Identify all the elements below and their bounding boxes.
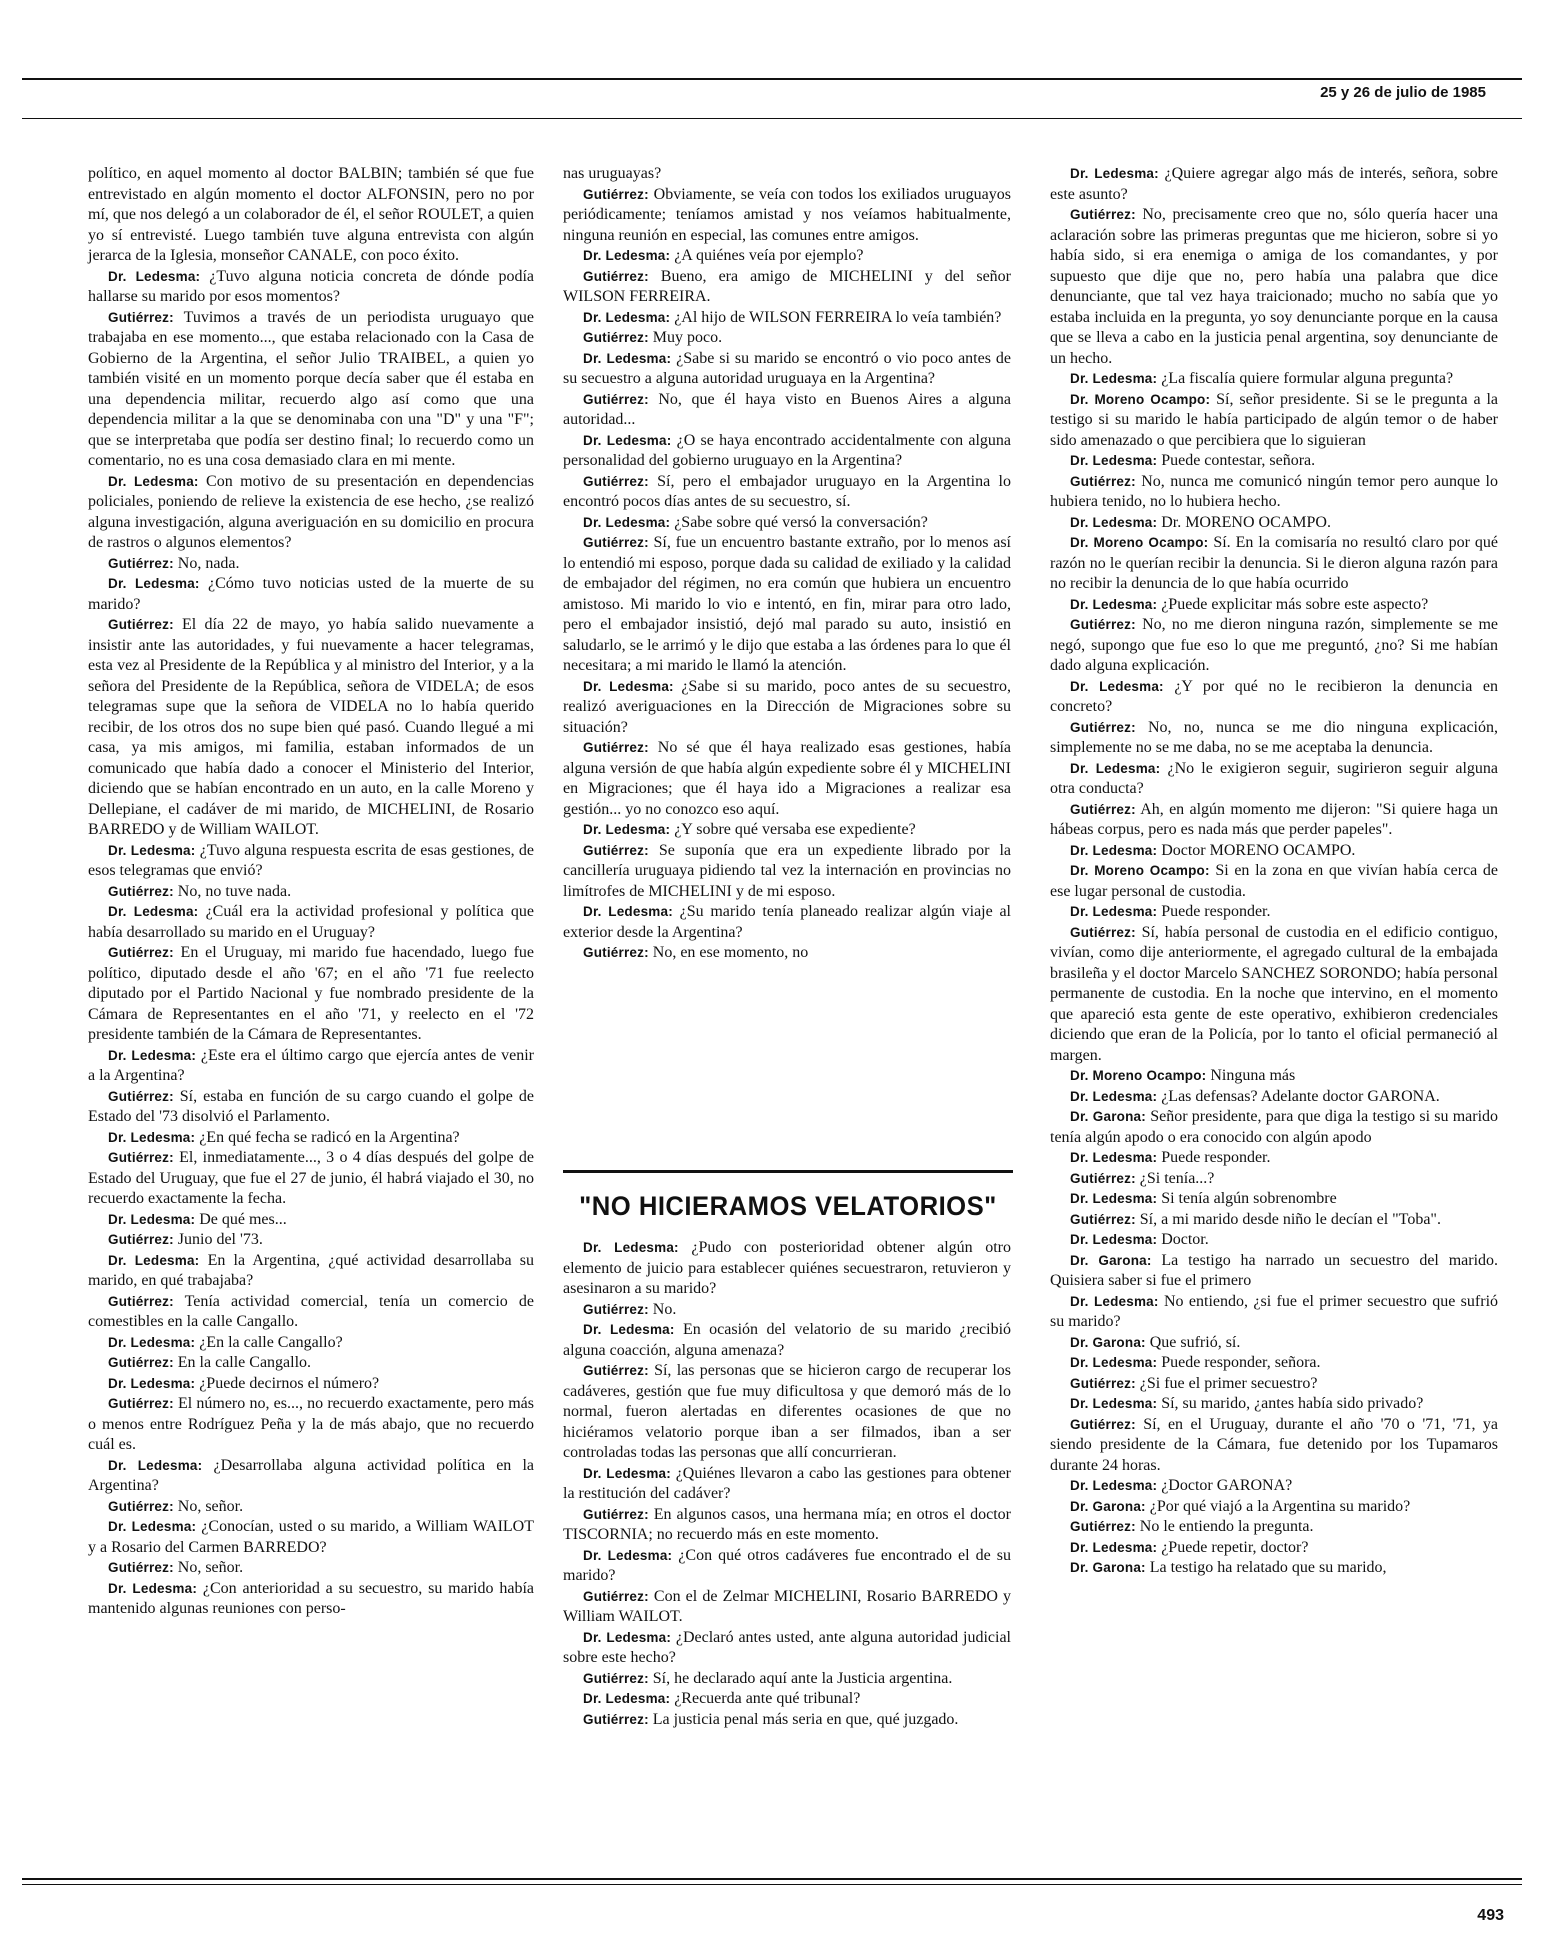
speaker-label: Gutiérrez:	[1070, 719, 1136, 735]
transcript-paragraph	[563, 164, 1011, 185]
transcript-paragraph	[1050, 759, 1498, 800]
speaker-label: Dr. Ledesma:	[1070, 1355, 1158, 1370]
transcript-paragraph	[88, 1456, 534, 1497]
speech-text: ¿No le exigieron seguir, sugirieron seguir alguna otra conducta?	[1050, 759, 1498, 797]
speaker-label: Gutiérrez:	[583, 1363, 649, 1378]
speaker-label: Dr. Ledesma:	[1070, 596, 1158, 612]
speaker-label: Dr. Ledesma:	[583, 514, 671, 530]
speaker-label: Dr. Garona:	[1070, 1109, 1146, 1124]
speech-text: ¿Y sobre qué versaba ese expediente?	[674, 821, 916, 838]
speaker-label: Dr. Ledesma:	[1070, 678, 1164, 694]
speaker-label: Dr. Ledesma:	[1070, 1539, 1158, 1555]
speech-text: No sé que él haya realizado esas gestiones, había alguna versión de que había algún expediente sobre él y MICHELINI en Migraciones; que él haya ido a Migraciones a realizar esa gestión... yo no conozco eso aquí.	[563, 739, 1012, 818]
speech-text: Con el de Zelmar MICHELINI, Rosario BARREDO y William WAILOT.	[563, 1587, 1012, 1625]
speech-text: ¿Desarrollaba alguna actividad política en la Argentina?	[88, 1456, 535, 1494]
speaker-label: Gutiérrez:	[583, 842, 649, 858]
speech-text: Muy poco.	[652, 329, 723, 346]
speaker-label: Dr. Ledesma:	[1070, 371, 1158, 386]
speech-text: ¿Sabe si su marido se encontró o vio poco antes de su secuestro a alguna autoridad uruguaya en la Argentina?	[563, 349, 1012, 387]
speaker-label: Gutiérrez:	[108, 1232, 174, 1247]
speech-text: ¿Al hijo de WILSON FERREIRA lo veía también?	[674, 308, 1002, 326]
speech-text: nas uruguayas?	[563, 165, 662, 182]
speech-text: Si tenía algún sobrenombre	[1161, 1190, 1337, 1207]
transcript-paragraph	[88, 574, 534, 615]
transcript-paragraph	[1050, 1251, 1498, 1292]
transcript-paragraph	[1050, 1538, 1498, 1559]
speech-text: No, no, nunca se me dio ninguna explicación, simplemente no se me daba, no se me aceptaba la denuncia.	[1050, 718, 1498, 756]
speaker-label: Gutiérrez:	[583, 186, 649, 202]
column-2	[563, 164, 1011, 964]
speaker-label: Gutiérrez:	[108, 1293, 174, 1309]
speaker-label: Gutiérrez:	[583, 945, 649, 960]
speech-text: Sí, estaba en función de su cargo cuando el golpe de Estado del '73 disolvió el Parlamento.	[88, 1087, 535, 1125]
transcript-paragraph	[1050, 451, 1498, 472]
speaker-label: Dr. Ledesma:	[583, 678, 674, 694]
transcript-paragraph	[563, 390, 1011, 431]
speaker-label: Dr. Ledesma:	[583, 1691, 671, 1706]
speaker-label: Gutiérrez:	[108, 1498, 174, 1514]
transcript-paragraph	[563, 1320, 1011, 1361]
speaker-label: Dr. Ledesma:	[1070, 1150, 1158, 1165]
speaker-label: Gutiérrez:	[583, 535, 649, 550]
speech-text: político, en aquel momento al doctor BALBIN; también sé que fue entrevistado en algún momento el doctor ALFONSIN, pero no por mí, que nos delegó a un colaborador de él, el señor ROULET, a quien yo sí entrevisté. Luego también tuve alguna entrevista con algún jerarca de la Iglesia, monseñor CANALE, con poco éxito.	[88, 165, 534, 264]
transcript-paragraph	[1050, 1353, 1498, 1374]
transcript-paragraph	[1050, 1394, 1498, 1415]
speech-text: Dr. MORENO OCAMPO.	[1161, 513, 1331, 531]
transcript-paragraph	[563, 677, 1011, 739]
speaker-label: Dr. Ledesma:	[108, 1211, 196, 1227]
speaker-label: Gutiérrez:	[108, 945, 174, 960]
page-number: 493	[1477, 1907, 1504, 1924]
speaker-label: Dr. Ledesma:	[108, 1375, 196, 1391]
transcript-paragraph	[88, 1374, 534, 1395]
transcript-paragraph	[88, 1333, 534, 1354]
speaker-label: Gutiérrez:	[1070, 1375, 1136, 1391]
top-rule-thin	[22, 118, 1522, 119]
speaker-label: Dr. Ledesma:	[583, 1240, 679, 1255]
transcript-paragraph	[563, 1505, 1011, 1546]
speaker-label: Dr. Ledesma:	[583, 248, 671, 263]
transcript-paragraph	[563, 308, 1011, 329]
speech-text: La justicia penal más seria en que, qué juzgado.	[652, 1710, 959, 1728]
speech-text: Sí. En la comisaría no resultó claro por qué razón no le querían recibir la denuncia. Si le dieron alguna razón para no recibir la denuncia de lo que había ocurrido	[1050, 534, 1499, 592]
speaker-label: Dr. Moreno Ocampo:	[1070, 535, 1209, 550]
transcript-paragraph	[88, 164, 534, 267]
speaker-label: Dr. Ledesma:	[108, 473, 199, 489]
speech-text: No le entiendo la pregunta.	[1139, 1518, 1314, 1535]
speech-text: Sí, las personas que se hicieron cargo de recuperar los cadáveres, gestión que fue muy dificultosa y que demoró más de lo normal, fueron alertadas en diferentes ocasiones de que no hiciéramos velatorio porque iban a ser filmados, iban a ser controladas todas las personas que allí concurrieran.	[563, 1362, 1012, 1461]
speech-text: No, nunca me comunicó ningún temor pero aunque lo hubiera tenido, no lo hubiera hecho.	[1050, 472, 1499, 510]
speaker-label: Dr. Ledesma:	[108, 1047, 197, 1063]
speech-text: Ah, en algún momento me dijeron: "Si quiere haga un hábeas corpus, pero es nada más que perder papeles".	[1050, 800, 1498, 838]
transcript-paragraph	[88, 554, 534, 575]
speaker-label: Gutiérrez:	[1070, 1170, 1136, 1186]
transcript-paragraph	[1050, 1148, 1498, 1169]
speech-text: La testigo ha narrado un secuestro del marido. Quisiera saber si fue el primero	[1050, 1251, 1499, 1289]
speech-text: Ninguna más	[1210, 1067, 1296, 1084]
transcript-paragraph	[563, 943, 1011, 964]
speech-text: Puede responder.	[1161, 1149, 1271, 1166]
speech-text: Con motivo de su presentación en dependencias policiales, poniendo de relieve la existencia de ese hecho, ¿se realizó alguna investigación, alguna averiguación en su domicilio en procura de rastros o algunos elementos?	[88, 472, 535, 551]
transcript-paragraph	[88, 1251, 534, 1292]
speaker-label: Gutiérrez:	[583, 473, 649, 489]
speaker-label: Dr. Ledesma:	[1070, 166, 1159, 181]
speech-text: No, nada.	[177, 554, 240, 572]
speech-text: Puede responder, señora.	[1161, 1354, 1321, 1371]
speech-text: Si en la zona en que vivían había cerca de ese lugar personal de custodia.	[1050, 862, 1499, 900]
speech-text: La testigo ha relatado que su marido,	[1149, 1559, 1387, 1576]
transcript-paragraph	[88, 1128, 534, 1149]
speaker-label: Gutiérrez:	[1070, 473, 1136, 489]
transcript-paragraph	[88, 902, 534, 943]
transcript-paragraph	[88, 1517, 534, 1558]
speech-text: ¿Puede repetir, doctor?	[1161, 1538, 1309, 1556]
speech-text: ¿Puede decirnos el número?	[199, 1374, 380, 1392]
speech-text: Que sufrió, sí.	[1149, 1333, 1241, 1351]
transcript-paragraph	[88, 1497, 534, 1518]
speaker-label: Dr. Moreno Ocampo:	[1070, 1068, 1207, 1083]
speech-text: ¿Quiénes llevaron a cabo las gestiones para obtener la restitución del cadáver?	[563, 1464, 1011, 1502]
transcript-paragraph	[1050, 902, 1498, 923]
transcript-paragraph	[1050, 1107, 1498, 1148]
transcript-paragraph	[563, 513, 1011, 534]
speaker-label: Dr. Ledesma:	[1070, 1478, 1158, 1493]
transcript-paragraph	[88, 882, 534, 903]
transcript-paragraph	[88, 1558, 534, 1579]
speech-text: ¿Y por qué no le recibieron la denuncia en concreto?	[1050, 677, 1499, 715]
speech-text: ¿Puede explicitar más sobre este aspecto?	[1161, 595, 1429, 613]
transcript-paragraph	[563, 328, 1011, 349]
transcript-paragraph	[1050, 800, 1498, 841]
transcript-paragraph	[563, 1238, 1011, 1300]
speaker-label: Gutiérrez:	[108, 1560, 174, 1575]
transcript-paragraph	[1050, 1415, 1498, 1477]
speech-text: En la calle Cangallo.	[177, 1354, 312, 1371]
speaker-label: Gutiérrez:	[108, 309, 174, 325]
column-1	[88, 164, 534, 1620]
speech-text: Sí, había personal de custodia en el edificio contiguo, vivían, como dije anteriormente, el agregado cultural de la embajada brasileña y el doctor Marcelo SANCHEZ SORONDO; había personal permanente de custodia. En la noche que intervino, en el momento que apareció esta gente de este operativo, exhibieron credenciales diciendo que eran de la Policía, por lo tanto el oficial permaneció al margen.	[1050, 923, 1499, 1064]
bottom-rule-thin	[22, 1884, 1522, 1885]
speaker-label: Gutiérrez:	[1070, 207, 1136, 222]
transcript-paragraph	[1050, 718, 1498, 759]
speech-text: ¿La fiscalía quiere formular alguna pregunta?	[1161, 370, 1454, 387]
speaker-label: Dr. Ledesma:	[1070, 514, 1158, 530]
speech-text: Doctor MORENO OCAMPO.	[1161, 841, 1356, 859]
speaker-label: Dr. Ledesma:	[1070, 760, 1161, 776]
speaker-label: Gutiérrez:	[583, 268, 649, 284]
column-3	[1050, 164, 1498, 1579]
speech-text: El día 22 de mayo, yo había salido nuevamente a insistir ante las autoridades, y fui nuevamente a hacer telegramas, esta vez al Presidente de la República y al ministro del Interior, y a la señora del Presidente de la República, señora de VIDELA; de esos telegramas supe que la señora de VIDELA no lo había querido recibir, de los otros dos no supe bien qué pasó. Cuando llegué a mi casa, ya mis amigos, mi familia, estaban informados de un comunicado que había dado a conocer el Ministerio del Interior, diciendo que se habían encontrado en un auto, en la calle Moreno y Dellepiane, el cadáver de mi marido, de MICHELINI, de Rosario BARREDO y de William WAILOT.	[88, 616, 535, 838]
speech-text: ¿Si tenía...?	[1139, 1169, 1215, 1187]
speech-text: Se suponía que era un expediente librado por la cancillería uruguaya pidiendo tal vez la internación en provincias no limítrofes de MICHELINI y de mi esposo.	[563, 841, 1012, 900]
speech-text: ¿Cómo tuvo noticias usted de la muerte de su marido?	[88, 575, 534, 613]
speaker-label: Dr. Garona:	[1070, 1560, 1146, 1575]
transcript-paragraph	[88, 1292, 534, 1333]
speech-text: En ocasión del velatorio de su marido ¿recibió alguna coacción, alguna amenaza?	[563, 1321, 1012, 1359]
transcript-paragraph	[88, 472, 534, 554]
speaker-label: Dr. Ledesma:	[1070, 904, 1158, 919]
speaker-label: Gutiérrez:	[583, 740, 649, 755]
speaker-label: Dr. Ledesma:	[108, 1580, 198, 1596]
transcript-paragraph	[1050, 369, 1498, 390]
speech-text: Sí, señor presidente. Si se le pregunta a la testigo si su marido le había participado de algún temor o de haber sido amenazado o que percibiera que lo siguieran	[1050, 390, 1499, 449]
speech-text: ¿A quiénes veía por ejemplo?	[674, 247, 864, 264]
speech-text: Sí, fue un encuentro bastante extraño, por lo menos así lo entendió mi esposo, porque dada su calidad de exiliado y la calidad de embajador del régimen, no era común que hubiera un encuentro amistoso. Mi marido lo vio e intentó, en fin, mirar para otro lado, pero el embajador insistió, dejó mal parado su auto, insistió en saludarlo, se le arrimó y le dijo que estaba a las órdenes para lo que él necesitara; a mi marido le llamó la atención.	[563, 534, 1011, 674]
speech-text: ¿Declaró antes usted, ante alguna autoridad judicial sobre este hecho?	[563, 1628, 1011, 1666]
speaker-label: Gutiérrez:	[108, 617, 174, 632]
speech-text: Doctor.	[1161, 1231, 1209, 1248]
speech-text: De qué mes...	[199, 1210, 287, 1228]
speech-text: Sí, pero el embajador uruguayo en la Argentina lo encontró pocos días antes de su secuestro, sí.	[563, 472, 1012, 510]
transcript-paragraph	[1050, 1476, 1498, 1497]
speaker-label: Dr. Ledesma:	[108, 268, 201, 284]
speech-text: No, no me dieron ninguna razón, simplemente se me negó, supongo que fue eso lo que me preguntó, ¿no? Si me habían dado alguna explicación.	[1050, 616, 1499, 674]
transcript-paragraph	[1050, 205, 1498, 369]
speech-text: Bueno, era amigo de MICHELINI y del señor WILSON FERREIRA.	[563, 267, 1012, 305]
transcript-paragraph	[563, 185, 1011, 247]
speaker-label: Dr. Ledesma:	[108, 1334, 196, 1350]
speech-text: No entiendo, ¿si fue el primer secuestro que sufrió su marido?	[1050, 1292, 1499, 1330]
transcript-paragraph	[1050, 1210, 1498, 1231]
speaker-label: Gutiérrez:	[1070, 1416, 1136, 1432]
speaker-label: Dr. Ledesma:	[583, 309, 671, 325]
speaker-label: Dr. Ledesma:	[108, 1457, 203, 1473]
transcript-paragraph	[88, 267, 534, 308]
speaker-label: Dr. Ledesma:	[1070, 1293, 1159, 1309]
speech-text: ¿Conocían, usted o su marido, a William WAILOT y a Rosario del Carmen BARREDO?	[88, 1518, 535, 1556]
speech-text: ¿Si fue el primer secuestro?	[1139, 1374, 1318, 1392]
headline-rule	[563, 1170, 1013, 1173]
speech-text: Tuvimos a través de un periodista uruguayo que trabajaba en ese momento..., que estaba relacionado con la Casa de Gobierno de la Argentina, el señor Julio TRAIBEL, a quien yo también visité en un momento porque decía saber que él estaba en una dependencia militar, recuerdo algo así como que una dependencia militar a la que se denominaba con una "D" y una "F"; que se interpretaba que podía ser destino final; lo recuerdo como un comentario, no es una cosa demasiado clara en mi mente.	[88, 308, 534, 469]
speaker-label: Gutiérrez:	[583, 1670, 649, 1686]
speaker-label: Dr. Ledesma:	[108, 904, 199, 919]
speech-text: ¿Tuvo alguna noticia concreta de dónde podía hallarse su marido por esos momentos?	[88, 267, 534, 305]
speaker-label: Gutiérrez:	[583, 330, 649, 345]
speech-text: ¿Sabe si su marido, poco antes de su secuestro, realizó averiguaciones en la Dirección de Migraciones sobre su situación?	[563, 677, 1012, 736]
speech-text: El número no, es..., no recuerdo exactamente, pero más o menos entre Rodríguez Peña y la de más abajo, que no recuerdo cuál es.	[88, 1395, 535, 1453]
speech-text: ¿Por qué viajó a la Argentina su marido?	[1149, 1497, 1411, 1515]
transcript-paragraph	[1050, 615, 1498, 677]
speech-text: En la Argentina, ¿qué actividad desarrollaba su marido, en qué trabajaba?	[88, 1251, 535, 1289]
transcript-paragraph	[88, 943, 534, 1046]
section-headline-box	[563, 1170, 1013, 1222]
transcript-paragraph	[1050, 164, 1498, 205]
speech-text: ¿Pudo con posterioridad obtener algún otro elemento de juicio para establecer quiénes secuestraron, retuvieron y asesinaron a su marido?	[563, 1239, 1012, 1297]
speaker-label: Gutiérrez:	[108, 883, 174, 899]
transcript-paragraph	[1050, 1497, 1498, 1518]
speaker-label: Dr. Ledesma:	[1070, 842, 1158, 858]
speech-text: Señor presidente, para que diga la testigo si su marido tenía algún apodo o era conocido con algún apodo	[1050, 1108, 1499, 1146]
transcript-paragraph	[1050, 533, 1498, 595]
speaker-label: Dr. Ledesma:	[583, 1322, 675, 1337]
speech-text: ¿Cuál era la actividad profesional y política que había desarrollado su marido en el Uruguay?	[88, 903, 535, 941]
speech-text: No, en ese momento, no	[652, 944, 809, 961]
speech-text: ¿En qué fecha se radicó en la Argentina?	[199, 1128, 460, 1146]
speech-text: Tenía actividad comercial, tenía un comercio de comestibles en la calle Cangallo.	[88, 1292, 534, 1330]
speaker-label: Gutiérrez:	[108, 1396, 174, 1411]
speech-text: ¿Este era el último cargo que ejercía antes de venir a la Argentina?	[88, 1046, 535, 1084]
speaker-label: Dr. Ledesma:	[108, 576, 200, 591]
transcript-paragraph	[563, 533, 1011, 677]
transcript-paragraph	[1050, 1374, 1498, 1395]
speech-text: ¿Con anterioridad a su secuestro, su marido había mantenido algunas reuniones con perso-	[88, 1579, 535, 1617]
speaker-label: Dr. Moreno Ocampo:	[1070, 391, 1211, 407]
speech-text: Sí, su marido, ¿antes había sido privado?	[1161, 1395, 1424, 1412]
speaker-label: Gutiérrez:	[583, 1711, 649, 1727]
speaker-label: Dr. Garona:	[1070, 1334, 1146, 1350]
transcript-paragraph	[563, 1587, 1011, 1628]
speech-text: No, señor.	[177, 1497, 244, 1515]
transcript-paragraph	[88, 841, 534, 882]
transcript-paragraph	[1050, 595, 1498, 616]
transcript-paragraph	[1050, 472, 1498, 513]
transcript-paragraph	[1050, 513, 1498, 534]
speaker-label: Dr. Ledesma:	[108, 1252, 200, 1268]
speaker-label: Gutiérrez:	[1070, 801, 1136, 817]
speaker-label: Gutiérrez:	[108, 555, 174, 571]
speech-text: ¿Doctor GARONA?	[1161, 1477, 1293, 1494]
speech-text: No, no tuve nada.	[177, 882, 292, 900]
transcript-paragraph	[563, 1689, 1011, 1710]
transcript-paragraph	[563, 1300, 1011, 1321]
speaker-label: Dr. Garona:	[1070, 1498, 1146, 1514]
speaker-label: Gutiérrez:	[1070, 1211, 1136, 1227]
transcript-paragraph	[563, 472, 1011, 513]
speech-text: En el Uruguay, mi marido fue hacendado, luego fue político, diputado desde el año '67; en el año '71 fue reelecto diputado por el Partido Nacional y fue nombrado presidente de la Cámara de Representantes en el año '71, y reelecto en el '72 presidente también de la Cámara de Representantes.	[88, 944, 535, 1043]
speech-text: Sí, a mi marido desde niño le decían el "Toba".	[1139, 1210, 1441, 1228]
speaker-label: Dr. Ledesma:	[583, 822, 671, 837]
transcript-paragraph	[88, 1394, 534, 1456]
transcript-paragraph	[1050, 1292, 1498, 1333]
speech-text: ¿Recuerda ante qué tribunal?	[674, 1690, 861, 1707]
speech-text: ¿En la calle Cangallo?	[199, 1333, 343, 1351]
transcript-paragraph	[563, 902, 1011, 943]
transcript-paragraph	[1050, 1066, 1498, 1087]
transcript-paragraph	[563, 820, 1011, 841]
speech-text: ¿Las defensas? Adelante doctor GARONA.	[1161, 1087, 1440, 1105]
speaker-label: Dr. Ledesma:	[108, 1519, 197, 1534]
speaker-label: Dr. Ledesma:	[583, 1547, 673, 1563]
transcript-paragraph	[563, 841, 1011, 903]
transcript-paragraph	[1050, 841, 1498, 862]
transcript-paragraph	[563, 738, 1011, 820]
speech-text: Sí, en el Uruguay, durante el año '70 o '71, '71, ya siendo presidente de la Cámara, fue detenido por los Tupamaros durante 24 horas.	[1050, 1415, 1499, 1474]
speaker-label: Gutiérrez:	[1070, 617, 1136, 632]
transcript-paragraph	[1050, 1333, 1498, 1354]
speech-text: ¿Tuvo alguna respuesta escrita de esas gestiones, de esos telegramas que envió?	[88, 841, 535, 879]
speaker-label: Gutiérrez:	[583, 1301, 649, 1317]
speaker-label: Dr. Ledesma:	[108, 1129, 196, 1145]
speaker-label: Dr. Ledesma:	[1070, 1191, 1158, 1206]
speaker-label: Dr. Ledesma:	[583, 432, 672, 448]
speech-text: No, señor.	[177, 1559, 244, 1576]
speaker-label: Dr. Ledesma:	[583, 350, 672, 366]
transcript-paragraph	[88, 1230, 534, 1251]
transcript-paragraph	[88, 308, 534, 472]
transcript-paragraph	[563, 1710, 1011, 1731]
transcript-paragraph	[1050, 1517, 1498, 1538]
transcript-paragraph	[563, 431, 1011, 472]
bottom-rule	[22, 1878, 1522, 1880]
speech-text: No, precisamente creo que no, sólo quería hacer una aclaración sobre las primeras preguntas que me hicieron, sobre si yo había sido, si era enemiga o amiga de los comandantes, y por supuesto que dije que no, pero había una palabra que dice denunciante, que tal vez haya traicionado; mucho no sabía que yo estaba incluida en la pregunta, yo soy denunciante porque en la causa que se lleva a cabo en la justicia penal argentina, soy denunciante de un hecho.	[1050, 206, 1499, 367]
speech-text: ¿O se haya encontrado accidentalmente con alguna personalidad del gobierno uruguayo en la Argentina?	[563, 431, 1012, 469]
top-rule	[22, 78, 1522, 80]
speech-text: ¿Con qué otros cadáveres fue encontrado el de su marido?	[563, 1546, 1012, 1584]
section-headline: "NO HICIERAMOS VELATORIOS"	[579, 1191, 997, 1221]
transcript-paragraph	[88, 1579, 534, 1620]
transcript-paragraph	[1050, 923, 1498, 1067]
speech-text: Sí, he declarado aquí ante la Justicia argentina.	[652, 1669, 953, 1687]
speech-text: Puede contestar, señora.	[1161, 452, 1316, 469]
speaker-label: Dr. Ledesma:	[583, 1629, 672, 1645]
speech-text: En algunos casos, una hermana mía; en otros el doctor TISCORNIA; no recuerdo más en este momento.	[563, 1505, 1012, 1543]
speaker-label: Gutiérrez:	[108, 1088, 174, 1104]
speaker-label: Dr. Ledesma:	[1070, 1232, 1158, 1247]
speech-text: ¿Su marido tenía planeado realizar algún viaje al exterior desde la Argentina?	[563, 903, 1012, 941]
transcript-paragraph	[1050, 1169, 1498, 1190]
transcript-paragraph	[1050, 1087, 1498, 1108]
speaker-label: Dr. Ledesma:	[583, 1465, 671, 1481]
speaker-label: Gutiérrez:	[108, 1150, 174, 1165]
column-2-continued	[563, 1238, 1011, 1730]
transcript-paragraph	[1050, 861, 1498, 902]
speaker-label: Dr. Ledesma:	[1070, 1396, 1158, 1411]
speaker-label: Dr. Ledesma:	[1070, 453, 1158, 468]
speaker-label: Gutiérrez:	[583, 1588, 649, 1604]
speaker-label: Dr. Garona:	[1070, 1252, 1152, 1268]
transcript-paragraph	[1050, 1189, 1498, 1210]
speaker-label: Dr. Ledesma:	[1070, 1088, 1158, 1104]
speech-text: Obviamente, se veía con todos los exiliados uruguayos periódicamente; teníamos amistad y nos veíamos habitualmente, ninguna reunión en especial, las comunes entre amigos.	[563, 185, 1011, 244]
transcript-paragraph	[563, 1464, 1011, 1505]
transcript-paragraph	[88, 1087, 534, 1128]
speech-text: ¿Quiere agregar algo más de interés, señora, sobre este asunto?	[1050, 165, 1499, 203]
speaker-label: Gutiérrez:	[583, 1506, 649, 1522]
transcript-paragraph	[563, 1628, 1011, 1669]
speaker-label: Dr. Moreno Ocampo:	[1070, 863, 1210, 878]
transcript-paragraph	[88, 1353, 534, 1374]
speech-text: No, que él haya visto en Buenos Aires a alguna autoridad...	[563, 390, 1011, 428]
transcript-paragraph	[88, 1148, 534, 1210]
issue-date: 25 y 26 de julio de 1985	[1320, 84, 1486, 101]
transcript-paragraph	[563, 1361, 1011, 1464]
transcript-paragraph	[88, 615, 534, 841]
speech-text: ¿Sabe sobre qué versó la conversación?	[674, 513, 928, 531]
transcript-paragraph	[563, 1669, 1011, 1690]
transcript-paragraph	[1050, 677, 1498, 718]
transcript-paragraph	[88, 1046, 534, 1087]
speech-text: No.	[652, 1300, 677, 1318]
transcript-paragraph	[563, 349, 1011, 390]
transcript-paragraph	[563, 246, 1011, 267]
transcript-paragraph	[1050, 1558, 1498, 1579]
transcript-paragraph	[1050, 390, 1498, 452]
speaker-label: Gutiérrez:	[108, 1355, 174, 1370]
speaker-label: Dr. Ledesma:	[108, 842, 196, 858]
speaker-label: Dr. Ledesma:	[583, 904, 673, 919]
transcript-paragraph	[563, 1546, 1011, 1587]
speaker-label: Gutiérrez:	[583, 391, 649, 407]
speech-text: El, inmediatamente..., 3 o 4 días después del golpe de Estado del Uruguay, que fue el 27 de junio, él habrá viajado el 30, no recuerdo exactamente la fecha.	[88, 1149, 534, 1207]
transcript-paragraph	[88, 1210, 534, 1231]
speech-text: Junio del '73.	[177, 1231, 263, 1248]
speech-text: Puede responder.	[1161, 903, 1271, 920]
speaker-label: Gutiérrez:	[1070, 1519, 1136, 1534]
transcript-paragraph	[1050, 1230, 1498, 1251]
speaker-label: Gutiérrez:	[1070, 924, 1136, 940]
transcript-paragraph	[563, 267, 1011, 308]
